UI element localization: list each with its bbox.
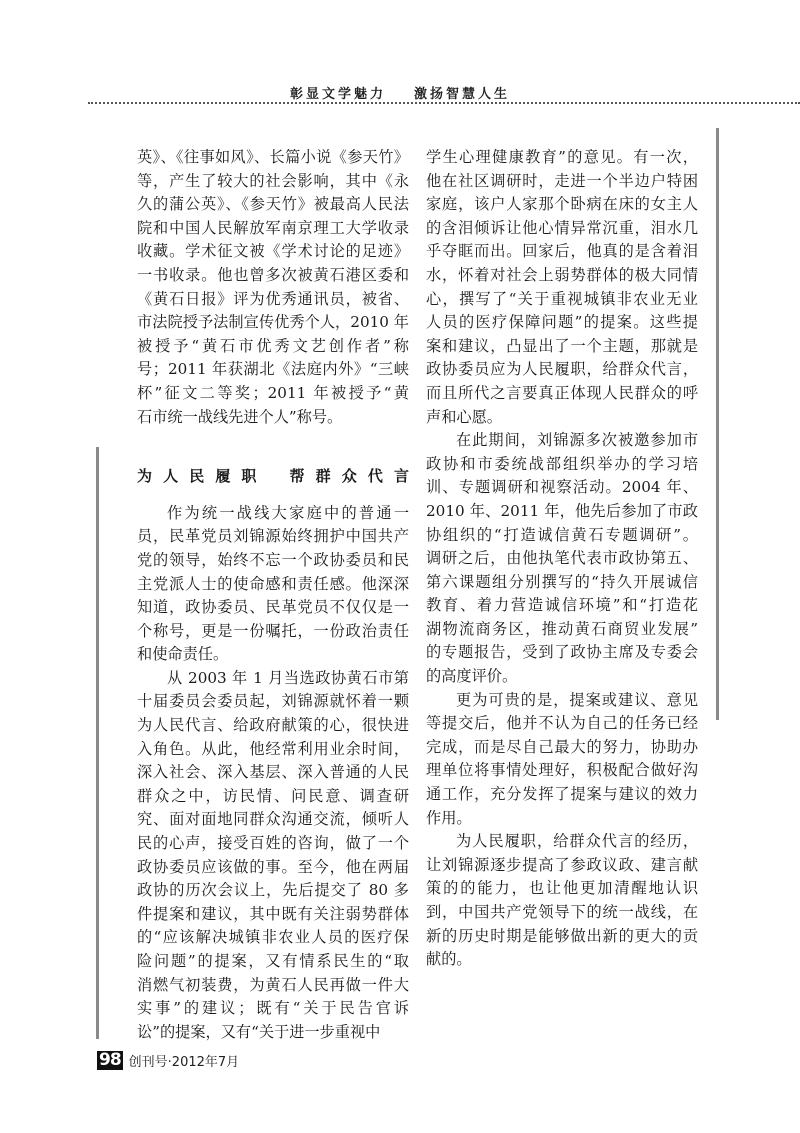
page-footer bbox=[97, 1051, 239, 1070]
text-line: 通工作，充分发挥了提案与建议的效力 bbox=[426, 785, 698, 804]
text-line: 等，产生了较大的社会影响，其中《永 bbox=[137, 171, 409, 190]
text-line: 实事”的建议；既有“关于民告官诉 bbox=[137, 999, 409, 1018]
paragraph bbox=[137, 667, 409, 1045]
running-header bbox=[290, 83, 510, 102]
paragraph bbox=[426, 146, 698, 429]
text-line: 而且所代之言要真正体现人民群众的呼 bbox=[426, 383, 698, 402]
text-line: 收藏。学术征文被《学术讨论的足迹》 bbox=[137, 242, 409, 261]
header-right-slogan: 激扬智慧人生 bbox=[414, 87, 511, 102]
text-line: 作用。 bbox=[426, 808, 472, 827]
text-line: 第六课题组分别撰写的“持久开展诚信 bbox=[426, 572, 698, 591]
page-number: 98 bbox=[99, 1050, 121, 1070]
section-heading bbox=[137, 465, 409, 489]
text-line: 调研之后，由他执笔代表市政协第五、 bbox=[426, 549, 698, 568]
text-line: 的“应该解决城镇非农业人员的医疗保 bbox=[137, 928, 409, 947]
text-line: 被授予“黄石市优秀文艺创作者”称 bbox=[137, 336, 409, 355]
text-line: 一书收录。他也曾多次被黄石港区委和 bbox=[137, 265, 409, 284]
text-line: 消燃气初装费，为黄石人民再做一件大 bbox=[137, 975, 409, 994]
text-line: 件提案和建议，其中既有关注弱势群体 bbox=[137, 904, 409, 923]
text-line: 湖物流商务区，推动黄石商贸业发展” bbox=[426, 619, 698, 638]
paragraph bbox=[137, 502, 409, 667]
text-line: 学生心理健康教育”的意见。有一次， bbox=[426, 148, 698, 166]
text-line: 险问题”的提案，又有情系民生的“取 bbox=[137, 952, 409, 970]
paragraph bbox=[426, 830, 698, 972]
text-line: 更为可贵的是，提案或建议、意见 bbox=[456, 690, 698, 709]
text-line: 《黄石日报》评为优秀通讯员，被省、 bbox=[137, 289, 409, 308]
text-line: 群众之中，访民情、问民意、调查研 bbox=[137, 786, 409, 805]
text-line: 人员的医疗保障问题”的提案。这些提 bbox=[426, 313, 698, 332]
text-line: 的高度评价。 bbox=[426, 667, 518, 686]
text-line: 深入社会、深入基层、深入普通的人民 bbox=[137, 763, 409, 782]
left-column-accent-bar bbox=[96, 447, 99, 1039]
section-heading-part2: 帮群众代言 bbox=[289, 467, 409, 486]
text-line: 知道，政协委员、民革党员不仅仅是一 bbox=[137, 598, 409, 617]
left-column bbox=[137, 146, 409, 1044]
text-line: 从 2003 年 1 月当选政协黄石市第 bbox=[167, 668, 409, 687]
text-line: 石市统一战线先进个人”称号。 bbox=[137, 407, 343, 426]
section-heading-part1: 为人民履职 bbox=[137, 467, 268, 486]
text-line: 政协委员应该做的事。至今，他在两届 bbox=[137, 857, 409, 876]
issue-label: 创刊号·2012年7月 bbox=[128, 1055, 240, 1070]
text-line: 理单位将事情处理好，积极配合做好沟 bbox=[426, 761, 698, 780]
text-line: 声和心愿。 bbox=[426, 407, 502, 426]
text-line: 为人民履职，给群众代言的经历， bbox=[456, 832, 698, 851]
text-line: 和使命责任。 bbox=[137, 645, 229, 664]
text-line: 的专题报告，受到了政协主席及专委会 bbox=[426, 643, 698, 662]
text-line: 十届委员会委员起，刘锦源就怀着一颗 bbox=[137, 692, 409, 711]
text-line: 在此期间，刘锦源多次被邀参加市 bbox=[456, 431, 698, 450]
text-line: 新的历史时期是能够做出新的更大的贡 bbox=[426, 926, 698, 945]
text-line: 号；2011 年获湖北《法庭内外》“三峡 bbox=[137, 360, 409, 379]
text-line: 的含泪倾诉让他心情异常沉重，泪水几 bbox=[426, 218, 698, 237]
text-line: 到，中国共产党领导下的统一战线，在 bbox=[426, 903, 698, 921]
text-line: 家庭，该户人家那个卧病在床的女主人 bbox=[426, 195, 698, 214]
text-line: 党的领导，始终不忘一个政协委员和民 bbox=[137, 550, 409, 569]
text-line: 政协委员应为人民履职，给群众代言， bbox=[426, 360, 698, 379]
header-dotted-divider bbox=[88, 102, 800, 104]
text-line: 杯”征文二等奖；2011 年被授予“黄 bbox=[137, 383, 409, 402]
text-line: 久的蒲公英》、《参天竹》被最高人民法 bbox=[137, 195, 409, 214]
right-column-accent-bar bbox=[716, 128, 719, 720]
text-line: 案和建议，凸显出了一个主题，那就是 bbox=[426, 336, 698, 355]
text-line: 教育、着力营造诚信环境”和“打造花 bbox=[426, 596, 698, 615]
text-line: 献的。 bbox=[426, 950, 472, 969]
paragraph bbox=[426, 689, 698, 831]
text-line: 等提交后，他并不认为自己的任务已经 bbox=[426, 714, 698, 733]
right-column bbox=[426, 146, 698, 972]
text-line: 究、面对面地同群众沟通交流，倾听人 bbox=[137, 810, 409, 829]
text-line: 为人民代言、给政府献策的心，很快进 bbox=[137, 716, 409, 735]
text-line: 策的的能力，也让他更加清醒地认识 bbox=[426, 879, 698, 898]
text-line: 入角色。从此，他经常利用业余时间， bbox=[137, 739, 409, 758]
intro-paragraph bbox=[137, 146, 409, 429]
text-line: 政协和市委统战部组织举办的学习培 bbox=[426, 454, 698, 473]
paragraph bbox=[426, 429, 698, 689]
text-line: 协组织的“打造诚信黄石专题调研”。 bbox=[426, 525, 698, 544]
text-line: 让刘锦源逐步提高了参政议政、建言献 bbox=[426, 855, 698, 874]
text-line: 乎夺眶而出。回家后，他真的是含着泪 bbox=[426, 242, 698, 261]
text-line: 水，怀着对社会上弱势群体的极大同情 bbox=[426, 265, 698, 284]
text-line: 英》、《往事如风》、长篇小说《参天竹》 bbox=[137, 148, 409, 166]
text-line: 主党派人士的使命感和责任感。他深深 bbox=[137, 574, 409, 593]
header-left-slogan: 彰显文学魅力 bbox=[290, 87, 387, 102]
text-line: 个称号，更是一份嘱托，一份政治责任 bbox=[137, 621, 409, 640]
text-line: 完成，而是尽自己最大的努力，协助办 bbox=[426, 737, 698, 756]
text-line: 作为统一战线大家庭中的普通一 bbox=[167, 503, 409, 522]
text-line: 心，撰写了“关于重视城镇非农业无业 bbox=[426, 289, 698, 308]
text-line: 训、专题调研和视察活动。2004 年、 bbox=[426, 478, 698, 497]
text-line: 他在社区调研时，走进一个半边户特困 bbox=[426, 171, 698, 190]
text-line: 民的心声，接受百姓的咨询，做了一个 bbox=[137, 834, 409, 853]
text-line: 讼”的提案，又有“关于进一步重视中 bbox=[137, 1022, 381, 1041]
text-line: 市法院授予法制宣传优秀个人，2010 年 bbox=[137, 313, 409, 332]
text-line: 2010 年、2011 年，他先后参加了市政 bbox=[426, 501, 698, 520]
text-line: 院和中国人民解放军南京理工大学收录 bbox=[137, 218, 409, 237]
text-line: 政协的历次会议上，先后提交了 80 多 bbox=[137, 881, 409, 900]
text-line: 员，民革党员刘锦源始终拥护中国共产 bbox=[137, 527, 409, 546]
